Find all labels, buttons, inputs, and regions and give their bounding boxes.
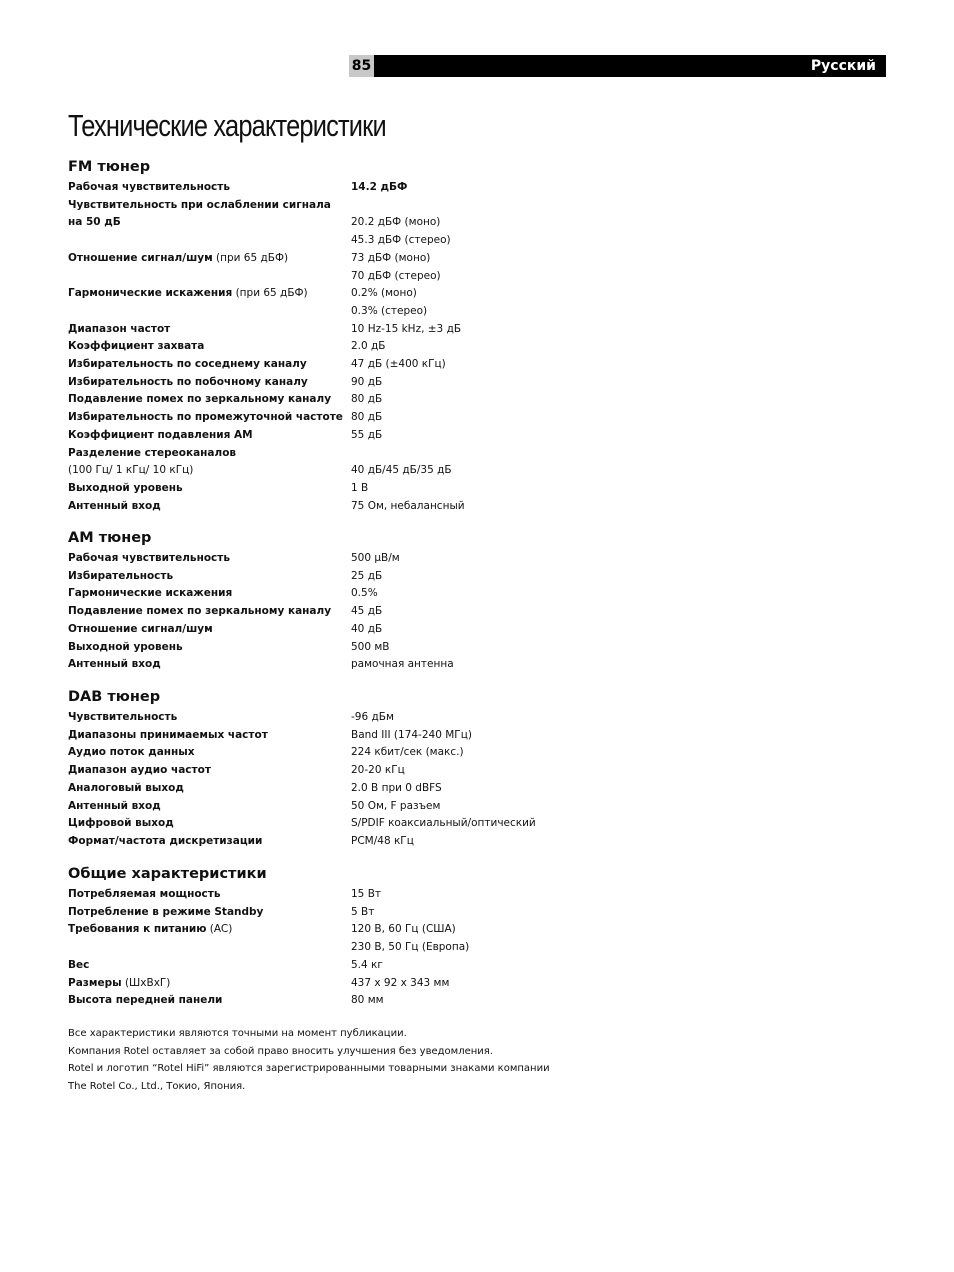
spec-label: Антенный вход	[68, 499, 161, 512]
spec-label: Разделение стереоканалов	[68, 446, 237, 459]
spec-value: S/PDIF коаксиальный/оптический	[351, 817, 536, 830]
spec-value: 10 Hz-15 kHz, ±3 дБ	[351, 322, 462, 335]
spec-row	[0, 482, 954, 500]
spec-value: 5.4 кг	[351, 958, 383, 971]
page-header-bar	[349, 55, 886, 77]
footnote-line: The Rotel Co., Ltd., Токио, Япония.	[68, 1081, 246, 1093]
spec-row	[0, 764, 954, 782]
spec-value: 15 Вт	[351, 888, 382, 900]
spec-value: 14.2 дБФ	[351, 181, 408, 193]
spec-row	[0, 977, 954, 995]
spec-value: 20-20 кГц	[351, 764, 405, 777]
spec-row	[0, 729, 954, 747]
spec-label: Диапазоны принимаемых частот	[68, 728, 268, 741]
spec-row	[0, 923, 954, 941]
spec-row	[0, 746, 954, 764]
spec-label: Подавление помех по зеркальному каналу	[68, 605, 332, 618]
spec-value: -96 дБм	[351, 711, 394, 723]
footnote-line: Компания Rotel оставляет за собой право вносить улучшения без уведомления.	[68, 1045, 493, 1057]
language-label: Русский	[810, 58, 876, 74]
spec-label	[68, 464, 193, 476]
footnote-line: Все характеристики являются точными на момент публикации.	[68, 1028, 407, 1039]
spec-row	[0, 959, 954, 977]
section-heading: AM тюнер	[68, 530, 152, 546]
spec-row	[0, 447, 954, 465]
spec-row	[0, 941, 954, 959]
spec-row	[0, 411, 954, 429]
spec-value: рамочная антенна	[351, 658, 454, 671]
spec-label: Аудио поток данных	[68, 746, 195, 759]
spec-value: 2.0 В при 0 dBFS	[351, 781, 442, 794]
spec-row	[0, 782, 954, 800]
spec-value: 25 дБ	[351, 569, 383, 582]
spec-label: Коэффициент захвата	[68, 340, 205, 353]
spec-row	[0, 888, 954, 906]
spec-row	[0, 252, 954, 270]
spec-value: 224 кбит/сек (макс.)	[351, 746, 464, 759]
spec-value: 80 дБ	[351, 393, 383, 406]
spec-label: Рабочая чувствительность	[68, 552, 230, 564]
spec-value: 0.3% (стерео)	[351, 304, 428, 317]
spec-row	[0, 323, 954, 341]
spec-row	[0, 429, 954, 447]
spec-row	[0, 641, 954, 659]
spec-row	[0, 464, 954, 482]
spec-value: 20.2 дБФ (моно)	[351, 216, 441, 229]
spec-label: Потребление в режиме Standby	[68, 905, 264, 918]
spec-label: Потребляемая мощность	[68, 888, 221, 900]
section-heading: Общие характеристики	[68, 866, 267, 882]
spec-label-note: (ШхВхГ)	[121, 976, 171, 989]
spec-label: Избирательность по промежуточной частоте	[68, 411, 343, 424]
spec-value: 90 дБ	[351, 375, 383, 388]
spec-value: 0.2% (моно)	[351, 287, 417, 300]
spec-value: 55 дБ	[351, 428, 383, 441]
spec-label: на 50 дБ	[68, 216, 121, 229]
spec-value: 120 В, 60 Гц (США)	[351, 923, 456, 936]
spec-label: Рабочая чувствительность	[68, 181, 230, 193]
spec-row	[0, 500, 954, 518]
spec-label: Требования к питанию (AC)	[68, 923, 233, 936]
spec-label: Гармонические искажения (при 65 дБФ)	[68, 287, 308, 300]
spec-label: Избирательность по побочному каналу	[68, 375, 308, 388]
spec-row	[0, 623, 954, 641]
spec-value: 0.5%	[351, 587, 378, 600]
spec-label: Размеры (ШхВхГ)	[68, 976, 171, 989]
spec-row	[0, 552, 954, 570]
spec-label: Избирательность по соседнему каналу	[68, 358, 307, 370]
spec-row	[0, 287, 954, 305]
spec-label: Вес	[68, 958, 90, 971]
spec-label: Антенный вход	[68, 799, 161, 812]
spec-value: 40 дБ	[351, 622, 383, 635]
spec-value: 70 дБФ (стерео)	[351, 269, 441, 282]
page-number: 85	[349, 55, 374, 77]
spec-label: Отношение сигнал/шум (при 65 дБФ)	[68, 251, 289, 264]
page-title: Технические характеристики	[68, 108, 386, 143]
spec-label: Высота передней панели	[68, 994, 223, 1007]
spec-label: Чувствительность при ослаблении сигнала	[68, 198, 331, 211]
spec-label-note: (при 65 дБФ)	[232, 287, 308, 300]
spec-row	[0, 340, 954, 358]
spec-value: 230 В, 50 Гц (Европа)	[351, 941, 470, 954]
spec-value: 500 μВ/м	[351, 552, 400, 564]
section-heading: FM тюнер	[68, 159, 151, 175]
spec-value: 75 Ом, небалансный	[351, 499, 465, 512]
spec-row	[0, 216, 954, 234]
spec-value: 40 дБ/45 дБ/35 дБ	[351, 464, 452, 477]
spec-row	[0, 605, 954, 623]
spec-value: 500 мВ	[351, 640, 390, 653]
spec-row	[0, 817, 954, 835]
spec-row	[0, 570, 954, 588]
spec-row	[0, 305, 954, 323]
spec-label: Выходной уровень	[68, 481, 183, 494]
spec-label: Цифровой выход	[68, 817, 174, 830]
spec-row	[0, 994, 954, 1012]
spec-row	[0, 393, 954, 411]
spec-label: Диапазон частот	[68, 322, 171, 335]
spec-label: Гармонические искажения	[68, 587, 233, 600]
spec-value: 50 Ом, F разъем	[351, 799, 441, 812]
spec-label: Подавление помех по зеркальному каналу	[68, 393, 332, 406]
spec-label: Аналоговый выход	[68, 781, 184, 794]
section-heading: DAB тюнер	[68, 689, 161, 705]
spec-value: 80 мм	[351, 994, 384, 1007]
spec-row	[0, 835, 954, 853]
spec-row	[0, 906, 954, 924]
spec-value: 45.3 дБФ (стерео)	[351, 234, 451, 247]
spec-label: Выходной уровень	[68, 640, 183, 653]
spec-value: 437 x 92 x 343 мм	[351, 976, 450, 989]
spec-value: 1 В	[351, 481, 369, 494]
spec-value: Band III (174-240 МГц)	[351, 728, 472, 741]
spec-value: 5 Вт	[351, 905, 375, 918]
spec-row	[0, 234, 954, 252]
spec-label: Избирательность	[68, 569, 174, 582]
spec-row	[0, 711, 954, 729]
spec-label-note: (AC)	[206, 923, 233, 936]
spec-label: Чувствительность	[68, 711, 178, 723]
spec-label: Диапазон аудио частот	[68, 764, 211, 777]
spec-value: 45 дБ	[351, 605, 383, 618]
spec-label-note: (при 65 дБФ)	[212, 251, 289, 264]
spec-row	[0, 358, 954, 376]
spec-label: Отношение сигнал/шум	[68, 622, 213, 635]
spec-row	[0, 587, 954, 605]
spec-row	[0, 800, 954, 818]
spec-label-note: (100 Гц/ 1 кГц/ 10 кГц)	[68, 464, 194, 477]
spec-row	[0, 199, 954, 217]
spec-value: 73 дБФ (моно)	[351, 251, 431, 264]
spec-row	[0, 270, 954, 288]
spec-value: 2.0 дБ	[351, 340, 386, 353]
spec-row	[0, 658, 954, 676]
spec-label: Антенный вход	[68, 658, 161, 671]
spec-value: 80 дБ	[351, 411, 383, 424]
spec-value: PCM/48 кГц	[351, 834, 414, 847]
spec-label: Формат/частота дискретизации	[68, 834, 263, 847]
spec-row	[0, 376, 954, 394]
spec-row	[0, 181, 954, 199]
footnote-line: Rotel и логотип “Rotel HiFi” являются зарегистрированными товарными знаками компании	[68, 1063, 550, 1075]
spec-value: 47 дБ (±400 кГц)	[351, 358, 446, 370]
spec-label: Коэффициент подавления AM	[68, 428, 253, 441]
